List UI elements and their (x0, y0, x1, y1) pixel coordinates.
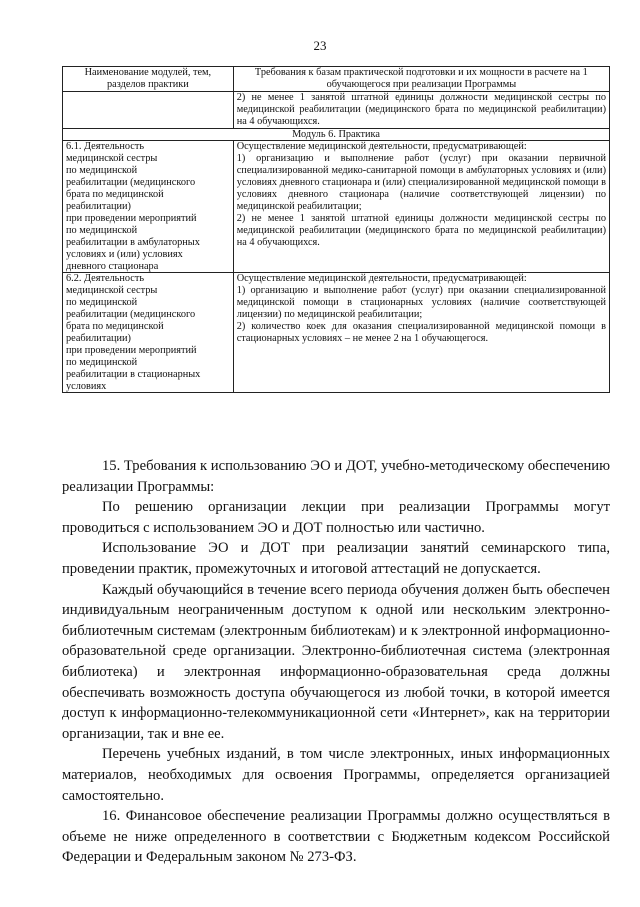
paragraph-section-15: 15. Требования к использованию ЭО и ДОТ, учебно-методическому обеспечению реализации Программы: (62, 458, 610, 495)
paragraph-library-access: Каждый обучающийся в течение всего периода обучения должен быть обеспечен индивидуальным неограниченным доступом к одной или нескольким электронно-библиотечным системам (электронным библиотекам) и к электронной информационно-образовательной среде организации. Электронно-библиотечная система (электронная библиотека) и электронная информационно-образовательная среда должны обеспечивать возможность доступа обучающегося из любой точки, в которой имеется доступ к информационно-телекоммуникационной сети «Интернет», как на территории организации, так и вне ее. (62, 581, 610, 742)
module-name-line: по медицинской (66, 297, 138, 309)
module-name-line: медицинской сестры (66, 285, 158, 297)
requirement-text: 1) организацию и выполнение работ (услуг) при оказании специализированной медицинской помощи в стационарных условиях (наличие соответствующей лицензии) по медицинской реабилитации; (236, 285, 606, 321)
module-name-line: 6.2. Деятельность (66, 273, 145, 285)
practice-bases-table (62, 66, 610, 393)
module-name-cell (63, 141, 234, 273)
paragraph-seminars: Использование ЭО и ДОТ при реализации занятий семинарского типа, проведении практик, промежуточных и итоговой аттестаций не допускается. (62, 540, 610, 577)
module-name-line: условиях и (или) условиях (66, 248, 183, 260)
page-number: 23 (313, 38, 327, 53)
continuation-cell: 2) не менее 1 занятой штатной единицы должности медицинской сестры по медицинской реабилитации (медицинского брата по медицинской реабилитации) на 4 обучающихся. (233, 91, 609, 128)
paragraph-section-16: 16. Финансовое обеспечение реализации Программы должно осуществляться в объеме не ниже определенного в соответствии с Бюджетным кодексом Российской Федерации и Федеральным законом № 273-ФЗ. (62, 808, 610, 866)
header-module-name: Наименование модулей, тем, разделов практики (63, 67, 234, 92)
module-name-line: по медицинской (66, 165, 138, 177)
module-name-line: брата по медицинской (66, 189, 164, 201)
empty-cell (63, 91, 234, 128)
module-name-line: реабилитации (медицинского (66, 309, 196, 321)
module-name-line: при проведении мероприятий (66, 344, 197, 356)
module-name-line: при проведении мероприятий (66, 212, 197, 224)
module-name-line: 6.1. Деятельность (66, 141, 145, 153)
module-name-line: медицинской сестры (66, 153, 158, 165)
requirements-cell (233, 273, 609, 393)
module-name-cell (63, 273, 234, 393)
module-name-line: брата по медицинской (66, 321, 164, 333)
module-name-line: дневного стационара (66, 260, 159, 272)
requirement-text: Осуществление медицинской деятельности, предусматривающей: (236, 141, 527, 153)
paragraph-publications: Перечень учебных изданий, в том числе электронных, иных информационных материалов, необходимых для освоения Программы, определяется организацией самостоятельно. (62, 746, 610, 804)
requirements-cell (233, 141, 609, 273)
module-name-line: реабилитации) (66, 332, 131, 344)
requirement-text: 2) количество коек для оказания специализированной медицинской помощи в стационарных условиях – не менее 2 на 1 обучающегося. (236, 321, 606, 344)
header-requirements: Требования к базам практической подготовки и их мощности в расчете на 1 обучающегося при реализации Программы (233, 67, 609, 92)
table-row (63, 141, 610, 273)
requirement-text: 2) не менее 1 занятой штатной единицы должности медицинской сестры по медицинской реабилитации (медицинского брата по медицинской реабилитации) на 4 обучающихся. (236, 212, 606, 248)
module-name-line: по медицинской (66, 224, 138, 236)
requirement-text: Осуществление медицинской деятельности, предусматривающей: (236, 273, 527, 285)
module-name-line: реабилитации (медицинского (66, 177, 196, 189)
module-name-line: реабилитации) (66, 200, 131, 212)
module-name-line: реабилитации в стационарных (66, 368, 201, 380)
table-row (63, 273, 610, 393)
module-name-line: реабилитации в амбулаторных (66, 236, 200, 248)
paragraph-lectures: По решению организации лекции при реализации Программы могут проводиться с использованием ЭО и ДОТ полностью или частично. (62, 499, 610, 536)
module-title: Модуль 6. Практика (63, 128, 610, 141)
module-name-line: по медицинской (66, 356, 138, 368)
body-text (62, 456, 610, 868)
module-title-row (63, 128, 610, 141)
module-name-line: условиях (66, 380, 107, 392)
table-row-continuation (63, 91, 610, 128)
table-header-row (63, 67, 610, 92)
requirement-text: 1) организацию и выполнение работ (услуг) при оказании первичной специализированной медико-санитарной помощи в амбулаторных условиях и (или) условиях дневного стационара и (или) специализированной медицинской помощи в условиях дневного стационара (наличие соответствующей лицензии) по медицинской реабилитации; (236, 153, 607, 212)
